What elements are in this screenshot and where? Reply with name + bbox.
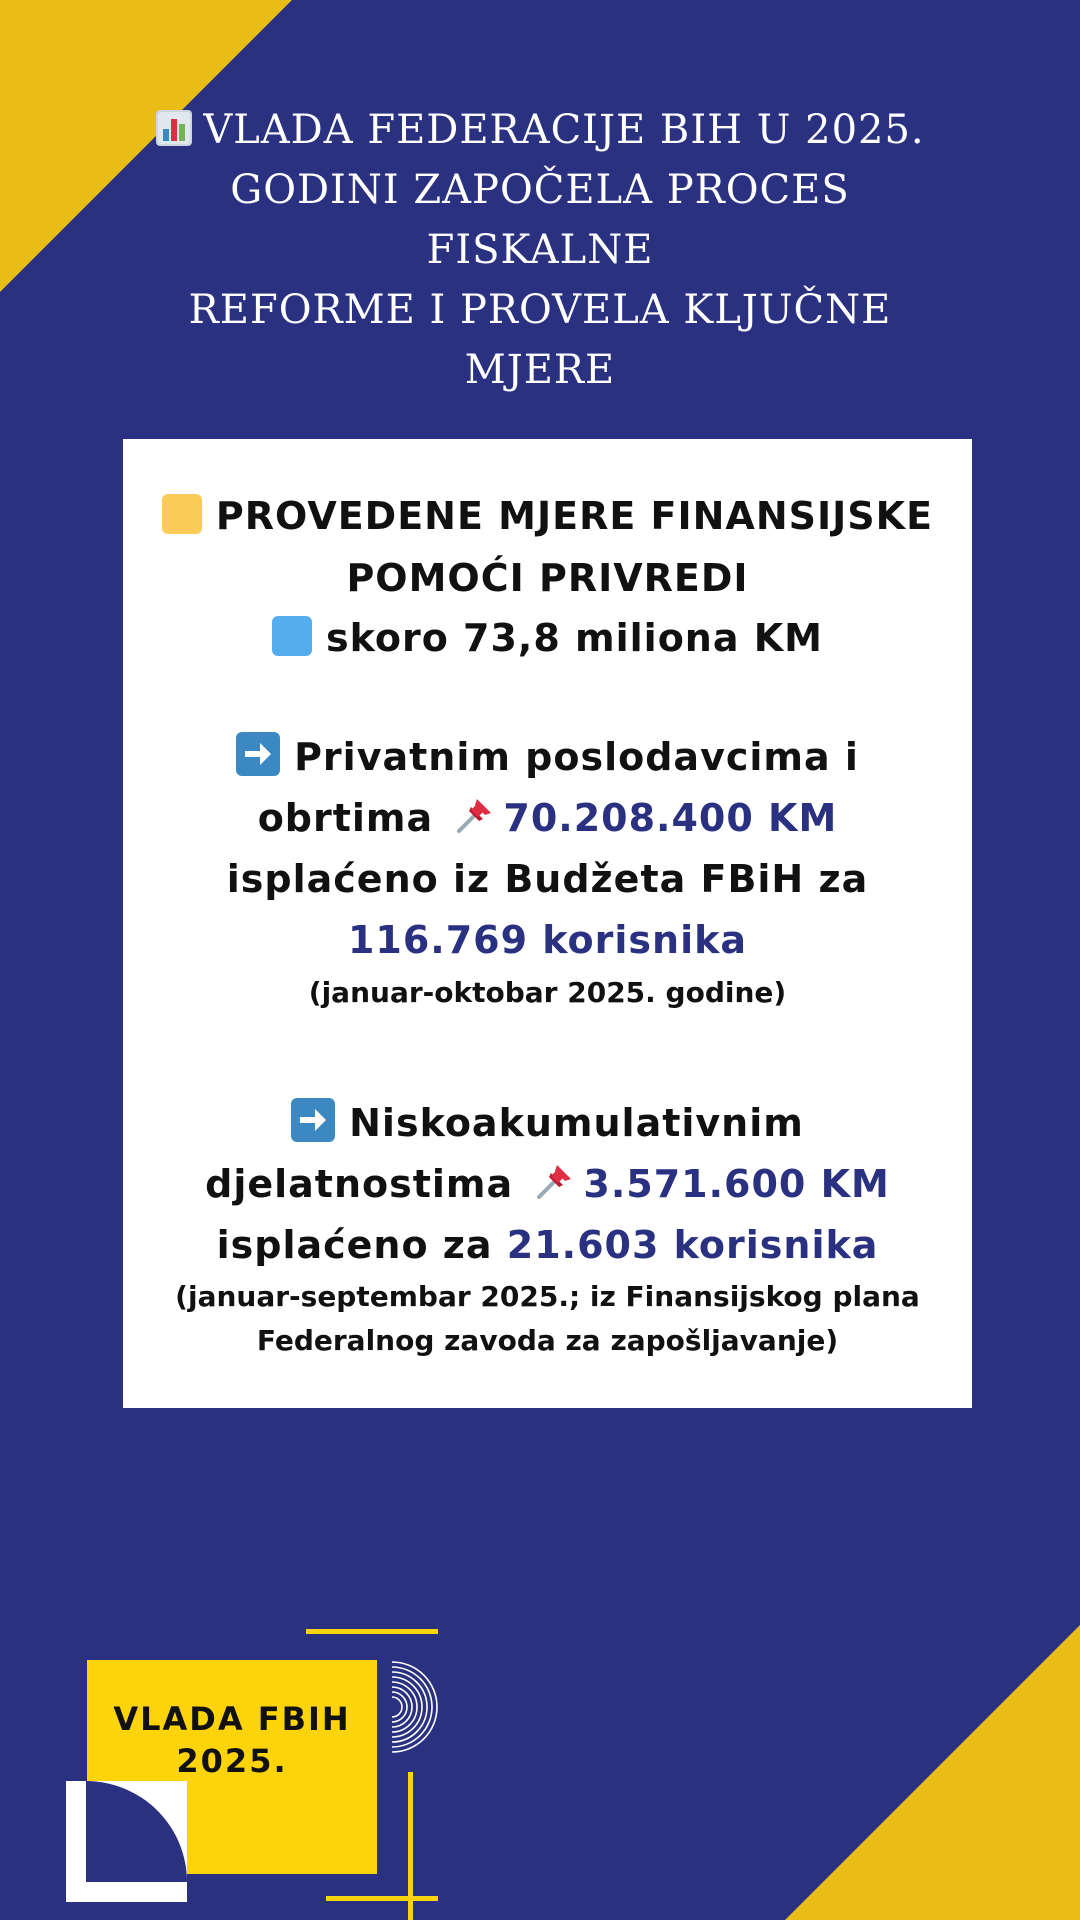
concentric-arcs-decoration	[392, 1662, 437, 1752]
right-arrow-icon	[291, 1098, 335, 1142]
card-title-line-2: POMOĆI PRIVREDI	[346, 556, 749, 600]
bar-chart-icon	[155, 104, 193, 142]
item-2-amount: 3.571.600 KM	[583, 1162, 890, 1206]
item-1-period: (januar-oktobar 2025. godine)	[308, 976, 787, 1009]
item-1-line-2-text: obrtima	[257, 796, 434, 840]
item-2-note	[123, 1275, 972, 1363]
title-line-3: REFORME I PROVELA KLJUČNE MJERE	[188, 287, 892, 393]
logo-text	[87, 1698, 377, 1782]
item-2-line-3-text: isplaćeno za	[216, 1223, 493, 1267]
info-card	[123, 439, 972, 1408]
item-2-note-line-1: (januar-septembar 2025.; iz Finansijskog plana	[175, 1280, 920, 1313]
logo-vertical-line	[408, 1772, 413, 1920]
right-arrow-icon	[236, 732, 280, 776]
item-2-line-1: Niskoakumulativnim	[349, 1101, 804, 1145]
logo-top-line	[306, 1629, 438, 1634]
item-1-line-3: isplaćeno iz Budžeta FBiH za	[226, 857, 869, 901]
yellow-square-icon	[162, 494, 202, 534]
logo-bottom-line	[326, 1896, 438, 1901]
item-2-line-2-text: djelatnostima	[205, 1162, 514, 1206]
total-amount-text: skoro 73,8 miliona KM	[325, 616, 823, 660]
item-1-amount: 70.208.400 KM	[503, 796, 838, 840]
item-2-beneficiaries: 21.603 korisnika	[506, 1223, 879, 1267]
item-2	[123, 1093, 972, 1276]
page-title	[140, 100, 940, 400]
item-1	[123, 727, 972, 971]
logo-line-1: VLADA FBIH	[113, 1700, 351, 1738]
pushpin-icon	[453, 793, 497, 837]
title-line-1: VLADA FEDERACIJE BIH U 2025.	[203, 107, 925, 153]
card-title-line-1: PROVEDENE MJERE FINANSIJSKE	[215, 494, 934, 538]
title-line-2: GODINI ZAPOČELA PROCES FISKALNE	[230, 167, 850, 273]
item-1-beneficiaries: 116.769 korisnika	[347, 918, 748, 962]
logo-line-2: 2025.	[176, 1742, 288, 1780]
item-1-line-1: Privatnim poslodavcima i	[294, 735, 859, 779]
bottom-right-corner-triangle	[785, 1625, 1080, 1920]
card-title	[123, 485, 972, 609]
pushpin-icon	[533, 1159, 577, 1203]
total-amount	[123, 607, 972, 669]
item-2-note-line-2: Federalnog zavoda za zapošljavanje)	[256, 1324, 839, 1357]
blue-square-icon	[272, 616, 312, 656]
